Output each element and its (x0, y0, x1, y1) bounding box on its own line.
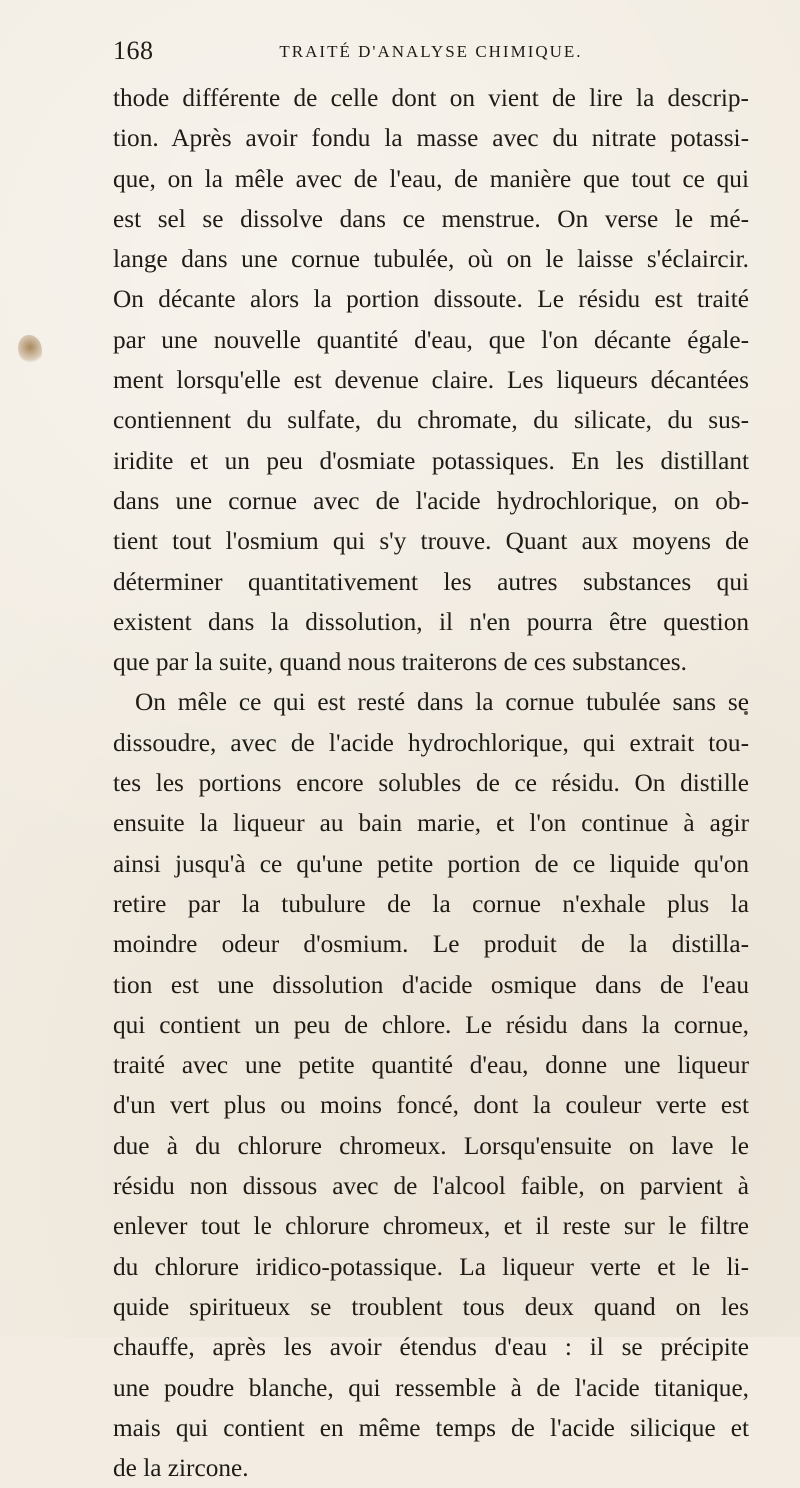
paper-stain (18, 335, 42, 365)
text-line: On décante alors la portion dissoute. Le résidu est traité (113, 285, 749, 314)
text-line: mais qui contient en même temps de l'acide silicique et (113, 1413, 749, 1442)
text-line: par une nouvelle quantité d'eau, que l'on décante égale- (113, 325, 749, 354)
text-line: traité avec une petite quantité d'eau, donne une liqueur (113, 1051, 749, 1080)
page-number: 168 (113, 36, 154, 65)
text-line: tient tout l'osmium qui s'y trouve. Quant aux moyens de (113, 527, 749, 556)
text-line: qui contient un peu de chlore. Le résidu dans la cornue, (113, 1010, 749, 1039)
text-line: due à du chlorure chromeux. Lorsqu'ensuite on lave le (113, 1131, 749, 1160)
text-line: enlever tout le chlorure chromeux, et il reste sur le filtre (113, 1212, 749, 1241)
text-line: retire par la tubulure de la cornue n'exhale plus la (113, 889, 749, 918)
running-title: TRAITÉ D'ANALYSE CHIMIQUE. (279, 42, 583, 61)
text-line: ment lorsqu'elle est devenue claire. Les liqueurs décantées (113, 366, 749, 395)
text-line: contiennent du sulfate, du chromate, du silicate, du sus- (113, 406, 749, 435)
page-header (113, 36, 749, 72)
text-line: tion. Après avoir fondu la masse avec du nitrate potassi- (113, 124, 749, 153)
body-text (113, 78, 749, 1488)
text-line: chauffe, après les avoir étendus d'eau : il se précipite (113, 1333, 749, 1362)
text-line: lange dans une cornue tubulée, où on le laisse s'éclaircir. (113, 245, 749, 274)
text-line: tion est une dissolution d'acide osmique dans de l'eau (113, 970, 749, 999)
text-line: quide spiritueux se troublent tous deux quand on les (113, 1292, 749, 1321)
text-line: résidu non dissous avec de l'alcool faible, on parvient à (113, 1172, 749, 1201)
text-line: On mêle ce qui est resté dans la cornue tubulée sans se (135, 688, 749, 717)
text-line: déterminer quantitativement les autres substances qui (113, 567, 749, 596)
text-line: tes les portions encore solubles de ce résidu. On distille (113, 769, 749, 798)
text-line: iridite et un peu d'osmiate potassiques. En les distillant (113, 446, 749, 475)
text-line: que par la suite, quand nous traiterons de ces substances. (113, 648, 687, 677)
text-line: de la zircone. (113, 1454, 249, 1483)
text-line: d'un vert plus ou moins foncé, dont la couleur verte est (113, 1091, 749, 1120)
text-line: que, on la mêle avec de l'eau, de manière que tout ce qui (113, 164, 749, 193)
text-line: une poudre blanche, qui ressemble à de l'acide titanique, (113, 1373, 749, 1402)
text-line: thode différente de celle dont on vient de lire la descrip- (113, 84, 749, 112)
text-line: dissoudre, avec de l'acide hydrochlorique, qui extrait tou- (113, 728, 749, 757)
text-line: ensuite la liqueur au bain marie, et l'on continue à agir (113, 809, 749, 838)
text-line: moindre odeur d'osmium. Le produit de la distilla- (113, 930, 749, 959)
text-line: du chlorure iridico-potassique. La liqueur verte et le li- (113, 1252, 749, 1281)
text-line: dans une cornue avec de l'acide hydrochlorique, on ob- (113, 486, 749, 515)
text-line: existent dans la dissolution, il n'en pourra être question (113, 607, 749, 636)
text-line: est sel se dissolve dans ce menstrue. On verse le mé- (113, 204, 749, 233)
text-line: ainsi jusqu'à ce qu'une petite portion de ce liquide qu'on (113, 849, 749, 878)
